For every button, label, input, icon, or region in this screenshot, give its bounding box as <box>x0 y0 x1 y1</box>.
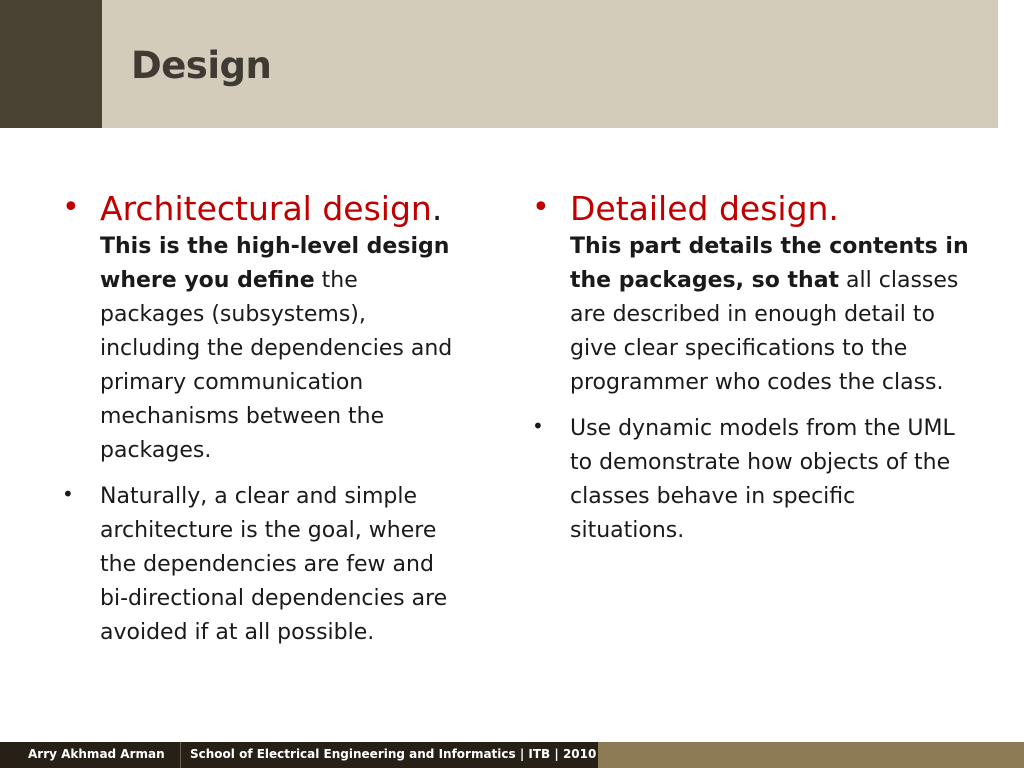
architecture-goal-text: Naturally, a clear and simple architecture is the goal, where the dependencies are few and bi-directional dependencies are avoided if at all possible. <box>100 484 448 645</box>
dynamic-models-bullet <box>532 412 972 548</box>
bullet-icon: • <box>532 414 544 438</box>
architectural-design-heading: Architectural design. <box>100 189 443 228</box>
right-column <box>532 188 972 560</box>
slide-title: Design <box>131 44 272 87</box>
footer-author: Arry Akhmad Arman <box>28 747 165 761</box>
header-accent-block <box>0 0 102 128</box>
footer-divider <box>180 742 181 768</box>
bullet-icon: • <box>62 190 80 225</box>
detailed-design-description: This part details the contents in the packages, so that all classes are described in enough detail to give clear specifications to the programmer who codes the class. <box>570 234 969 395</box>
detailed-design-heading: Detailed design. <box>570 189 839 228</box>
bullet-icon: • <box>532 190 550 225</box>
footer-accent-bar <box>598 742 1024 768</box>
architectural-design-bullet <box>62 188 462 468</box>
architectural-design-description: This is the high-level design where you define the packages (subsystems), including the dependencies and primary communication mechanisms between the packages. <box>100 234 453 463</box>
architecture-goal-bullet <box>62 480 462 650</box>
detailed-design-bullet <box>532 188 972 400</box>
dynamic-models-text: Use dynamic models from the UML to demonstrate how objects of the classes behave in specific situations. <box>570 416 955 543</box>
footer-school: School of Electrical Engineering and Informatics | ITB | 2010 <box>190 747 597 761</box>
bullet-icon: • <box>62 482 74 506</box>
left-column <box>62 188 462 662</box>
